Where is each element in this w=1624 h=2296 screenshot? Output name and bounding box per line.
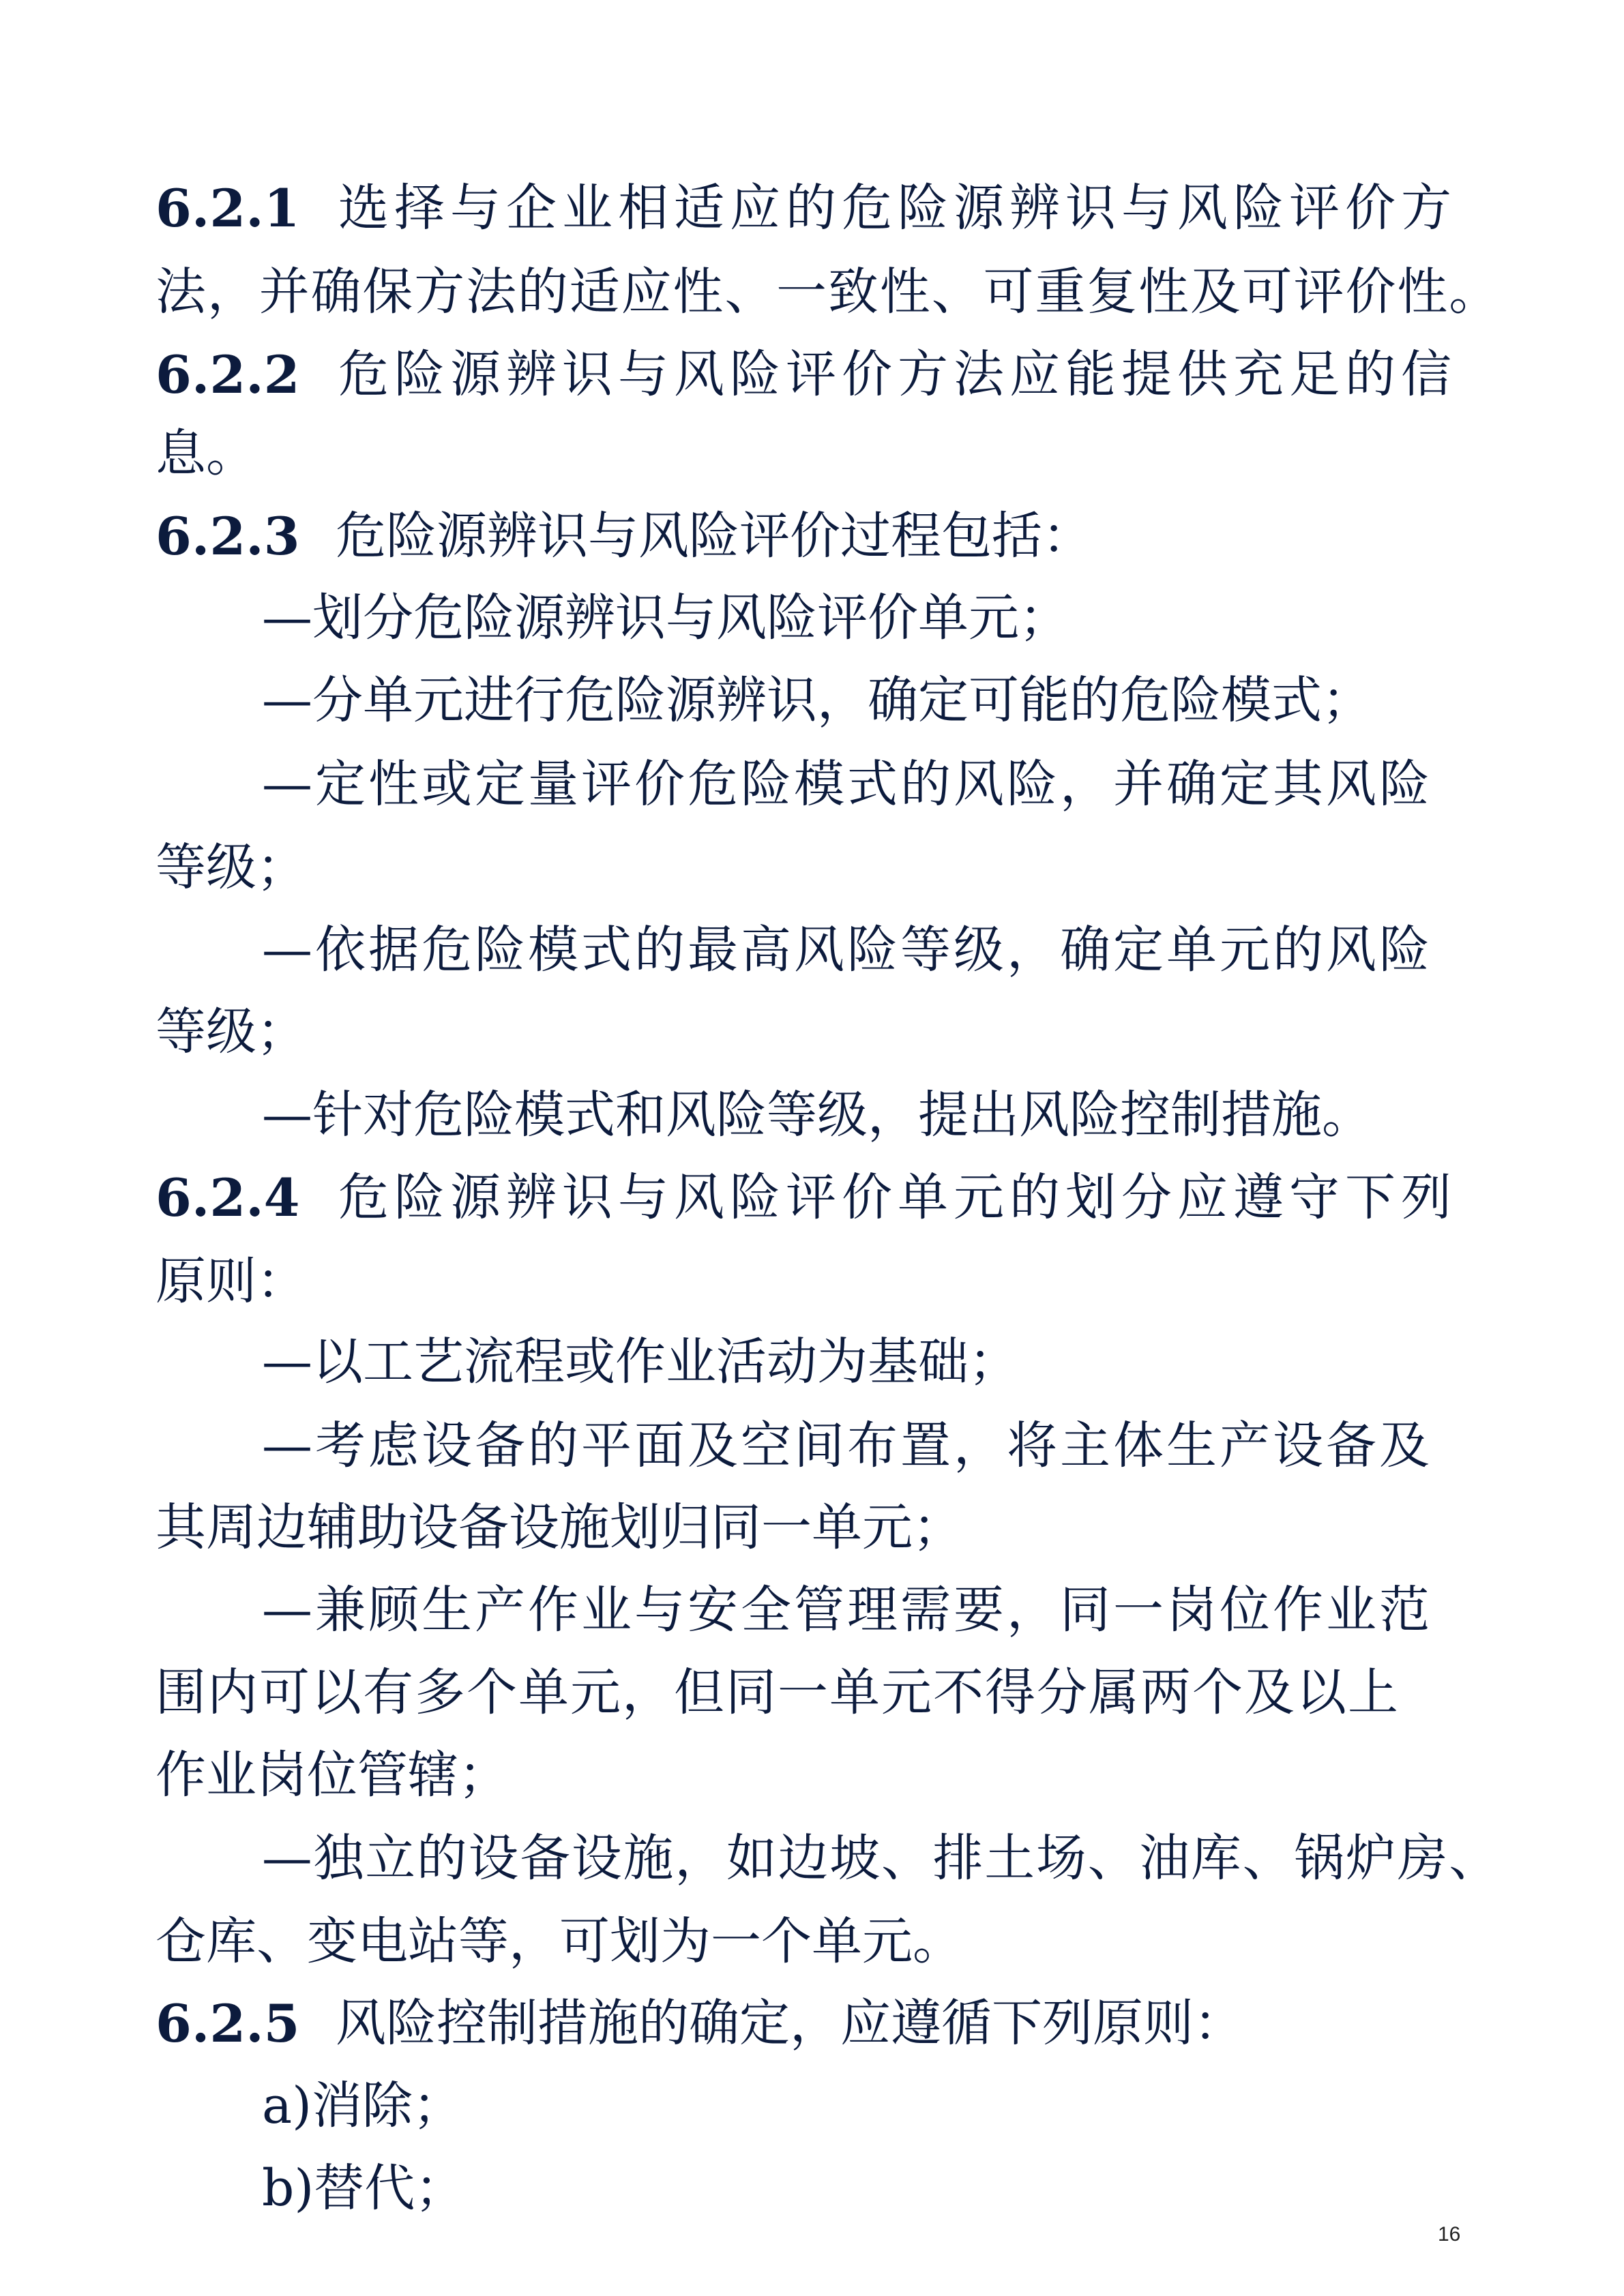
list-item (0, 909, 1624, 992)
clause-text: 危险源辨识与风险评价过程包括： (336, 507, 1093, 565)
text-line (0, 251, 1624, 333)
text-line (0, 826, 1624, 909)
list-item-text: a)消除； (262, 2076, 463, 2135)
list-item (0, 577, 1624, 659)
list-item-text: b)替代； (262, 2159, 466, 2218)
text-line (0, 1900, 1624, 1983)
list-item-text: —划分危险源辨识与风险评价单元； (262, 588, 1069, 647)
text-line (0, 991, 1624, 1073)
text-line (0, 413, 1624, 495)
text-line (0, 1734, 1624, 1817)
list-item (0, 1817, 1624, 1900)
line-text: 其周边辅助设备设施划归同一单元； (156, 1498, 963, 1557)
line-text: 围内可以有多个单元，但同一单元不得分属两个及以上 (156, 1663, 1400, 1722)
clause-number: 6.2.5 (156, 1993, 300, 2054)
text-line (0, 1487, 1624, 1569)
text-line (0, 1652, 1624, 1734)
line-text: 仓库、变电站等，可划为一个单元。 (156, 1912, 963, 1971)
line-text: 等级； (156, 1002, 307, 1061)
clause-number: 6.2.2 (156, 344, 300, 405)
list-item (0, 743, 1624, 826)
list-item-text: —定性或定量评价危险模式的风险，并确定其风险 (262, 755, 1432, 814)
list-item (0, 2065, 1624, 2147)
line-text: 原则： (156, 1252, 307, 1311)
list-item-text: —分单元进行危险源辨识，确定可能的危险模式； (262, 671, 1372, 730)
clause-text: 风险控制措施的确定，应遵循下列原则： (336, 1994, 1244, 2053)
line-text: 作业岗位管辖； (156, 1746, 509, 1804)
list-item-text: —考虑设备的平面及空间布置，将主体生产设备及 (262, 1416, 1432, 1475)
list-item-text: —针对危险模式和风险等级，提出风险控制措施。 (262, 1086, 1372, 1144)
clause-text: 选择与企业相适应的危险源辨识与风险评价方 (338, 179, 1457, 237)
list-item (0, 659, 1624, 742)
list-item-text: —兼顾生产作业与安全管理需要，同一岗位作业范 (262, 1581, 1432, 1639)
clause-number: 6.2.4 (156, 1167, 300, 1228)
clause-6-2-4 (0, 1157, 1624, 1239)
list-item-text: —以工艺流程或作业活动为基础； (262, 1332, 1019, 1391)
text-line (0, 1240, 1624, 1323)
list-item (0, 2147, 1624, 2230)
list-item-text: —独立的设备设施，如边坡、排土场、油库、锅炉房、 (262, 1829, 1501, 1888)
list-item-text: —依据危险模式的最高风险等级，确定单元的风险 (262, 921, 1432, 979)
line-text: 法，并确保方法的适应性、一致性、可重复性及可评价性。 (156, 263, 1501, 321)
list-item (0, 1405, 1624, 1487)
list-item (0, 1321, 1624, 1403)
clause-number: 6.2.1 (156, 178, 300, 239)
list-item (0, 1569, 1624, 1652)
clause-6-2-3 (0, 495, 1624, 578)
list-item (0, 1074, 1624, 1157)
line-text: 等级； (156, 838, 307, 897)
clause-6-2-1 (0, 167, 1624, 250)
clause-text: 危险源辨识与风险评价单元的划分应遵守下列 (338, 1168, 1457, 1227)
clause-number: 6.2.3 (156, 506, 300, 567)
line-text: 息。 (156, 424, 256, 483)
clause-6-2-2 (0, 333, 1624, 416)
clause-text: 危险源辨识与风险评价方法应能提供充足的信 (338, 345, 1457, 404)
clause-6-2-5 (0, 1982, 1624, 2065)
page-number: 16 (1438, 2223, 1461, 2246)
